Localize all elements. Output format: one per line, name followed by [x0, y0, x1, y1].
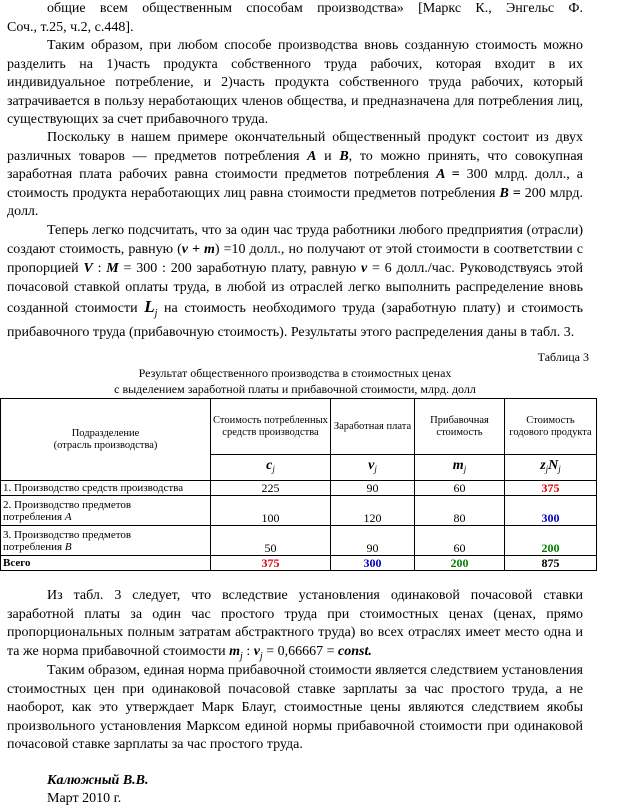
cell-c: 50	[211, 526, 331, 556]
table-caption-line-2: с выделением заработной платы и прибавочной стоимости, млрд. долл	[114, 382, 476, 396]
results-table	[0, 398, 597, 571]
signature-date: Март 2010 г.	[47, 791, 122, 806]
table-header-row	[1, 399, 597, 455]
cell-total: 200	[505, 526, 597, 556]
symbol-m: $m_j$	[415, 455, 505, 481]
author-signature: Калюжный В.В.	[47, 773, 149, 788]
symbol-c: $c_j$	[211, 455, 331, 481]
var-L: L	[144, 297, 155, 316]
paragraph-value-division: Таким образом, при любом способе производства вновь созданную стоимость можно разделить на 1)часть продукта собственного труда рабочих, которая входит в их индивидуальное потребление, и 2)часть продукта собственного труда рабочих, который затрачивается в пользу неработающих членов общества, и предназначена для потребления лиц, существующих за счет прибавочного труда.	[7, 38, 583, 127]
cell-total: 375	[505, 481, 597, 496]
paragraph-hourly-rate: Теперь легко подсчитать, что за один час труда работники любого предприятия (отрасли) создают стоимость, равную (v + m) =10 долл., но получают от этой стоимости в соответствии с пропорцией V : M = 300 : 200 заработную плату, равную v = 6 долл./час. Руководствуясь этой почасовой ставкой оплаты труда, в любой из отраслей легко выполнить распределение вновь созданной стоимости $L_j$ на стоимость необходимого труда (заработную плату) и стоимость прибавочного труда (прибавочную стоимость). Результаты этого распределения даны в табл. 3.	[7, 223, 584, 340]
paragraph-surplus-rate: Из табл. 3 следует, что вследствие установления одинаковой почасовой ставки заработной платы за один час простого труда при стоимостных ценах (ценах, прямо пропорциональных полным затратам абстрактного труда) во всех отраслях имеет место одна и та же норма прибавочной стоимости $m_j$ : $v_j = 0,66667$ = const.	[7, 588, 583, 662]
var-m: m	[229, 643, 241, 659]
cell-v: 120	[331, 496, 415, 526]
total-v: 300	[331, 556, 415, 571]
symbol-zN: $z_jN_j$	[505, 455, 597, 481]
total-sum: 875	[505, 556, 597, 571]
total-m: 200	[415, 556, 505, 571]
header-surplus: Прибавочная стоимость	[415, 399, 505, 455]
header-annual: Стоимость годового продукта	[505, 399, 597, 455]
row-name: 1. Производство средств производства	[1, 481, 211, 496]
expr-v-plus-m: v + m	[181, 242, 215, 257]
var-M: M	[106, 261, 119, 276]
cell-total: 300	[505, 496, 597, 526]
table-label: Таблица 3	[537, 350, 589, 364]
table-total-row	[1, 556, 597, 571]
paragraph-quote-end	[7, 0, 583, 37]
var-L-sub: j	[154, 307, 158, 319]
header-wage: Заработная плата	[331, 399, 415, 455]
const-label: const.	[338, 643, 372, 659]
total-c: 375	[211, 556, 331, 571]
var-v-j: v	[253, 643, 260, 659]
var-v: v	[360, 261, 368, 276]
header-cost: Стоимость потребленных средств производства	[211, 399, 331, 455]
total-label: Всего	[1, 556, 211, 571]
table-caption-line-1: Результат общественного производства в стоимостных ценах	[138, 366, 452, 380]
row-name: 3. Производство предметов потребления B	[1, 526, 211, 556]
table-row	[1, 526, 597, 556]
quote-line-1: общие всем общественным способам производства» [Маркс К., Энгельс Ф.	[47, 1, 583, 16]
var-A: A	[307, 148, 317, 164]
header-branch: Подразделение (отрасль производства)	[1, 399, 211, 481]
cell-v: 90	[331, 481, 415, 496]
symbol-v: $v_j$	[331, 455, 415, 481]
cell-m: 60	[415, 526, 505, 556]
cell-c: 100	[211, 496, 331, 526]
paragraph-conclusion: Таким образом, единая норма прибавочной стоимости является следствием установления стоимостных цен при одинаковой почасовой ставке зарплаты за час простого труда, а не наоборот, как это утверждает Марк Блауг, стоимостные цены являются следствием якобы произвольного установления Марксом единой нормы прибавочной стоимости при одинаковой почасовой ставке зарплаты за час простого труда.	[7, 663, 583, 752]
cell-c: 225	[211, 481, 331, 496]
row-name: 2. Производство предметов потребления A	[1, 496, 211, 526]
var-B-eq: B =	[499, 185, 521, 201]
paragraph-final-product: Поскольку в нашем примере окончательный общественный продукт состоит из двух различных товаров — предметов потребления A и B, то можно принять, что совокупная заработная плата рабочих равна стоимости предметов потребления A = 300 млрд. долл., а стоимость продукта неработающих лиц равна стоимости предметов потребления B = 200 млрд. долл.	[7, 130, 583, 219]
var-B: B	[339, 148, 349, 164]
cell-m: 80	[415, 496, 505, 526]
var-V: V	[83, 261, 93, 276]
table-row	[1, 496, 597, 526]
cell-m: 60	[415, 481, 505, 496]
table-row	[1, 481, 597, 496]
cell-v: 90	[331, 526, 415, 556]
quote-line-2: Соч., т.25, ч.2, с.448].	[7, 19, 134, 35]
var-A-eq: A =	[436, 167, 460, 182]
